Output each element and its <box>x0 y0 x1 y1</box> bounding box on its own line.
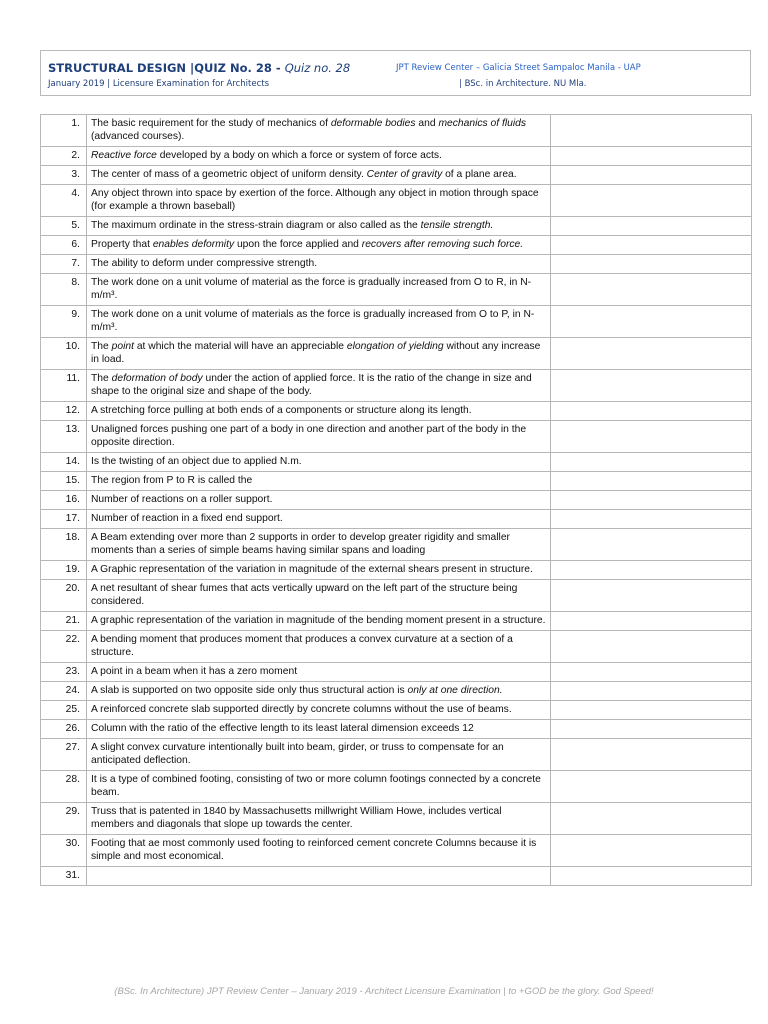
answer-cell[interactable] <box>551 306 752 338</box>
question-row <box>41 561 752 580</box>
answer-cell[interactable] <box>551 561 752 580</box>
question-row <box>41 453 752 472</box>
question-row <box>41 529 752 561</box>
quiz-table-body <box>41 115 752 886</box>
question-text <box>87 771 551 803</box>
question-row <box>41 612 752 631</box>
question-text-part: The <box>91 341 112 352</box>
question-text <box>87 720 551 739</box>
question-number: 7. <box>41 255 87 274</box>
question-text-part: A bending moment that produces moment that produces a convex curvature at a section of a structure. <box>91 634 513 658</box>
question-number: 8. <box>41 274 87 306</box>
question-text <box>87 739 551 771</box>
question-text <box>87 236 551 255</box>
question-text <box>87 612 551 631</box>
question-text-part: at which the material will have an appreciable <box>133 341 347 352</box>
question-text-part: without any increase in load. <box>91 341 541 365</box>
question-number: 31. <box>41 867 87 886</box>
question-text-italic: recovers after removing such force. <box>361 239 524 250</box>
question-number: 18. <box>41 529 87 561</box>
question-number: 22. <box>41 631 87 663</box>
question-text-part: A net resultant of shear fumes that acts vertically upward on the left part of the structure being considered. <box>91 583 518 607</box>
question-row <box>41 472 752 491</box>
question-text <box>87 835 551 867</box>
answer-cell[interactable] <box>551 236 752 255</box>
question-row <box>41 682 752 701</box>
question-text <box>87 453 551 472</box>
question-row <box>41 338 752 370</box>
question-text-part: developed by a body on which a force or system of force acts. <box>156 150 442 161</box>
question-number: 25. <box>41 701 87 720</box>
question-number: 28. <box>41 771 87 803</box>
answer-cell[interactable] <box>551 720 752 739</box>
question-number: 27. <box>41 739 87 771</box>
question-text <box>87 529 551 561</box>
answer-cell[interactable] <box>551 274 752 306</box>
question-text-part: A stretching force pulling at both ends of a components or structure along its length. <box>91 405 472 416</box>
question-text-italic: elongation of yielding <box>346 341 444 352</box>
question-text-part: A graphic representation of the variation in magnitude of the bending moment present in a structure. <box>91 615 546 626</box>
document-subtitle: January 2019 | Licensure Examination for Architects <box>48 79 270 89</box>
question-text <box>87 421 551 453</box>
program-line: | BSc. in Architecture. NU Mla. <box>459 79 587 89</box>
question-number: 5. <box>41 217 87 236</box>
question-text-part: A slab is supported on two opposite side only thus structural action is <box>91 685 408 696</box>
question-number: 13. <box>41 421 87 453</box>
answer-cell[interactable] <box>551 663 752 682</box>
question-text <box>87 510 551 529</box>
answer-cell[interactable] <box>551 185 752 217</box>
question-text-italic: deformation of body <box>111 373 203 384</box>
question-text-part: A Beam extending over more than 2 supports in order to develop greater rigidity and smaller moments than a series of simple beams having similar spans and loading <box>91 532 510 556</box>
question-row <box>41 166 752 185</box>
question-text <box>87 370 551 402</box>
question-number: 30. <box>41 835 87 867</box>
question-text <box>87 580 551 612</box>
question-row <box>41 255 752 274</box>
answer-cell[interactable] <box>551 580 752 612</box>
question-number: 17. <box>41 510 87 529</box>
question-text-part: The basic requirement for the study of mechanics of <box>91 118 331 129</box>
question-text <box>87 472 551 491</box>
question-number: 23. <box>41 663 87 682</box>
question-row <box>41 491 752 510</box>
answer-cell[interactable] <box>551 835 752 867</box>
quiz-table <box>40 114 752 886</box>
question-row <box>41 185 752 217</box>
answer-cell[interactable] <box>551 631 752 663</box>
question-number: 29. <box>41 803 87 835</box>
answer-cell[interactable] <box>551 472 752 491</box>
answer-cell[interactable] <box>551 255 752 274</box>
title-sub: Quiz no. 28 <box>284 61 351 75</box>
question-number: 4. <box>41 185 87 217</box>
answer-cell[interactable] <box>551 453 752 472</box>
question-number: 26. <box>41 720 87 739</box>
question-text-part: The maximum ordinate in the stress-strain diagram or also called as the <box>91 220 421 231</box>
answer-cell[interactable] <box>551 803 752 835</box>
question-number: 10. <box>41 338 87 370</box>
question-text-part: Number of reactions on a roller support. <box>91 494 273 505</box>
question-text-part: of a plane area. <box>442 169 517 180</box>
answer-cell[interactable] <box>551 491 752 510</box>
question-text-part: A reinforced concrete slab supported directly by concrete columns without the use of beams. <box>91 704 512 715</box>
question-number: 3. <box>41 166 87 185</box>
question-row <box>41 147 752 166</box>
question-row <box>41 402 752 421</box>
question-number: 2. <box>41 147 87 166</box>
question-text-italic: only at one direction. <box>407 685 503 696</box>
page-footer: (BSc. In Architecture) JPT Review Center – January 2019 - Architect Licensure Examination | to +GOD be the glory. God Speed! <box>114 986 654 997</box>
question-row <box>41 306 752 338</box>
answer-cell[interactable] <box>551 701 752 720</box>
question-text-part: The center of mass of a geometric object of uniform density. <box>91 169 367 180</box>
question-text <box>87 402 551 421</box>
question-row <box>41 771 752 803</box>
question-row <box>41 867 752 886</box>
question-row <box>41 701 752 720</box>
answer-cell[interactable] <box>551 867 752 886</box>
question-text <box>87 255 551 274</box>
question-row <box>41 720 752 739</box>
question-row <box>41 835 752 867</box>
question-text <box>87 115 551 147</box>
question-text-part: Is the twisting of an object due to applied N.m. <box>91 456 302 467</box>
question-text-italic: enables deformity <box>152 239 235 250</box>
question-text-italic: mechanics of fluids <box>438 118 527 129</box>
question-text-italic: deformable bodies <box>330 118 416 129</box>
question-number: 16. <box>41 491 87 510</box>
document-title <box>48 61 350 75</box>
answer-cell[interactable] <box>551 217 752 236</box>
question-text-part: The work done on a unit volume of material as the force is gradually increased from O to R, in N-m/m³. <box>91 277 532 301</box>
answer-cell[interactable] <box>551 166 752 185</box>
answer-cell[interactable] <box>551 402 752 421</box>
question-number: 6. <box>41 236 87 255</box>
question-text-part: It is a type of combined footing, consisting of two or more column footings connected by a concrete beam. <box>91 774 541 798</box>
question-text-part: A Graphic representation of the variation in magnitude of the external shears present in structure. <box>91 564 533 575</box>
question-text <box>87 682 551 701</box>
question-number: 15. <box>41 472 87 491</box>
question-row <box>41 663 752 682</box>
answer-cell[interactable] <box>551 682 752 701</box>
question-text <box>87 217 551 236</box>
question-text <box>87 867 551 886</box>
title-main: STRUCTURAL DESIGN |QUIZ No. 28 - <box>48 61 285 75</box>
question-text <box>87 701 551 720</box>
question-row <box>41 739 752 771</box>
question-text-part: (advanced courses). <box>91 131 185 142</box>
answer-cell[interactable] <box>551 421 752 453</box>
question-text-part: Any object thrown into space by exertion of the force. Although any object in motion through space (for example a thrown baseball) <box>91 188 539 212</box>
question-text-part: Footing that ae most commonly used footing to reinforced cement concrete Columns because it is simple and most economical. <box>91 838 537 862</box>
answer-cell[interactable] <box>551 612 752 631</box>
question-row <box>41 236 752 255</box>
question-number: 9. <box>41 306 87 338</box>
question-row <box>41 421 752 453</box>
question-text-part: Number of reaction in a fixed end support. <box>91 513 283 524</box>
question-number: 20. <box>41 580 87 612</box>
question-text <box>87 561 551 580</box>
question-text-part: Column with the ratio of the effective length to its least lateral dimension exceeds 12 <box>91 723 474 734</box>
question-number: 19. <box>41 561 87 580</box>
question-row <box>41 580 752 612</box>
question-text <box>87 147 551 166</box>
question-text-part: and <box>415 118 439 129</box>
answer-cell[interactable] <box>551 529 752 561</box>
question-text-part: upon the force applied and <box>234 239 362 250</box>
question-text-part: The work done on a unit volume of materials as the force is gradually increased from O to P, in N-m/m³. <box>91 309 535 333</box>
question-text-part: Property that <box>91 239 153 250</box>
question-text-part: The region from P to R is called the <box>91 475 253 486</box>
question-text-part: A slight convex curvature intentionally built into beam, girder, or truss to compensate for an anticipated deflection. <box>91 742 504 766</box>
answer-cell[interactable] <box>551 771 752 803</box>
question-text-part: Unaligned forces pushing one part of a body in one direction and another part of the body in the opposite direction. <box>91 424 527 448</box>
question-text-part: The ability to deform under compressive strength. <box>91 258 318 269</box>
answer-cell[interactable] <box>551 115 752 147</box>
question-text <box>87 803 551 835</box>
review-center-line: JPT Review Center – Galicia Street Sampaloc Manila - UAP <box>396 63 641 73</box>
question-text <box>87 338 551 370</box>
question-text-italic: Reactive force <box>91 150 157 161</box>
question-text <box>87 274 551 306</box>
answer-cell[interactable] <box>551 338 752 370</box>
question-row <box>41 510 752 529</box>
question-text-part: under the action of applied force. It is the ratio of the change in size and shape to the original size and shape of the body. <box>91 373 532 397</box>
answer-cell[interactable] <box>551 370 752 402</box>
question-row <box>41 803 752 835</box>
question-number: 14. <box>41 453 87 472</box>
answer-cell[interactable] <box>551 739 752 771</box>
question-number: 12. <box>41 402 87 421</box>
question-text-italic: point <box>111 341 134 352</box>
question-number: 24. <box>41 682 87 701</box>
document-header <box>40 50 751 96</box>
question-text-italic: Center of gravity <box>366 169 443 180</box>
question-text-part: The <box>91 373 112 384</box>
question-text-part: Truss that is patented in 1840 by Massachusetts millwright William Howe, includes vertical members and diagonals that slope up towards the center. <box>91 806 502 830</box>
answer-cell[interactable] <box>551 510 752 529</box>
question-row <box>41 115 752 147</box>
question-text <box>87 663 551 682</box>
question-number: 11. <box>41 370 87 402</box>
question-text <box>87 166 551 185</box>
question-text <box>87 185 551 217</box>
question-text <box>87 631 551 663</box>
question-text <box>87 491 551 510</box>
question-text-italic: tensile strength. <box>420 220 494 231</box>
question-row <box>41 217 752 236</box>
question-number: 21. <box>41 612 87 631</box>
question-text-part: A point in a beam when it has a zero moment <box>91 666 298 677</box>
question-row <box>41 370 752 402</box>
question-text <box>87 306 551 338</box>
answer-cell[interactable] <box>551 147 752 166</box>
question-row <box>41 631 752 663</box>
question-number: 1. <box>41 115 87 147</box>
question-row <box>41 274 752 306</box>
